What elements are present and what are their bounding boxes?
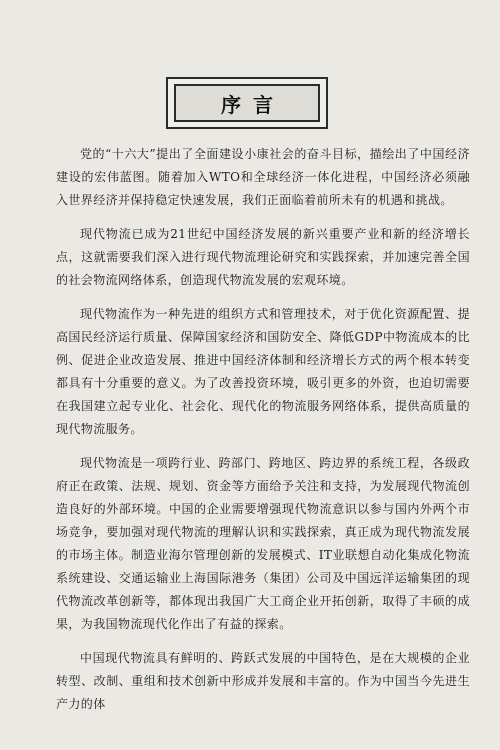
paragraph-5: 中国现代物流具有鲜明的、跨跃式发展的中国特色，是在大规模的企业转型、改制、重组和技术创新中形成并发展和丰富的。作为中国当今先进生产力的体 xyxy=(56,651,470,711)
paragraph-2: 现代物流已成为21世纪中国经济发展的新兴重要产业和新的经济增长点，这就需要我们深入进行现代物流理论研究和实践探索，并加速完善全国的社会物流网络体系，创造现代物流发展的宏观环境。 xyxy=(56,227,470,287)
page-title: 序言 xyxy=(221,92,285,117)
paragraph-1: 党的“十六大”提出了全面建设小康社会的奋斗目标，描绘出了中国经济建设的宏伟蓝图。随着加入WTO和全球经济一体化进程，中国经济必须融入世界经济并保持稳定快速发展，我们正面临着前所未有的机遇和挑战。 xyxy=(56,147,470,207)
paragraph-3: 现代物流作为一种先进的组织方式和管理技术，对于优化资源配置、提高国民经济运行质量、保障国家经济和国防安全、降低GDP中物流成本的比例、促进企业改造发展、推进中国经济体制和经济增长方式的两个根本转变都具有十分重要的意义。为了改善投资环境，吸引更多的外资，也迫切需要在我国建立起专业化、社会化、现代化的物流服务网络体系，提供高质量的现代物流服务。 xyxy=(56,307,470,436)
title-inner-box xyxy=(174,84,320,122)
paragraph-4: 现代物流是一项跨行业、跨部门、跨地区、跨边界的系统工程，各级政府正在政策、法规、规划、资金等方面给予关注和支持，为发展现代物流创造良好的外部环境。中国的企业需要增强现代物流意识以参与国内外两个市场竞争，要加强对现代物流的理解认识和实践探索，真正成为现代物流发展的市场主体。制造业海尔管理创新的发展模式、IT业联想自动化集成化物流系统建设、交通运输业上海国际港务（集团）公司及中国远洋运输集团的现代物流改革创新等，都体现出我国广大工商企业开拓创新，取得了丰硕的成果，为我国物流现代化作出了有益的探索。 xyxy=(56,456,470,631)
body-text xyxy=(56,143,470,716)
title-frame xyxy=(166,77,328,129)
